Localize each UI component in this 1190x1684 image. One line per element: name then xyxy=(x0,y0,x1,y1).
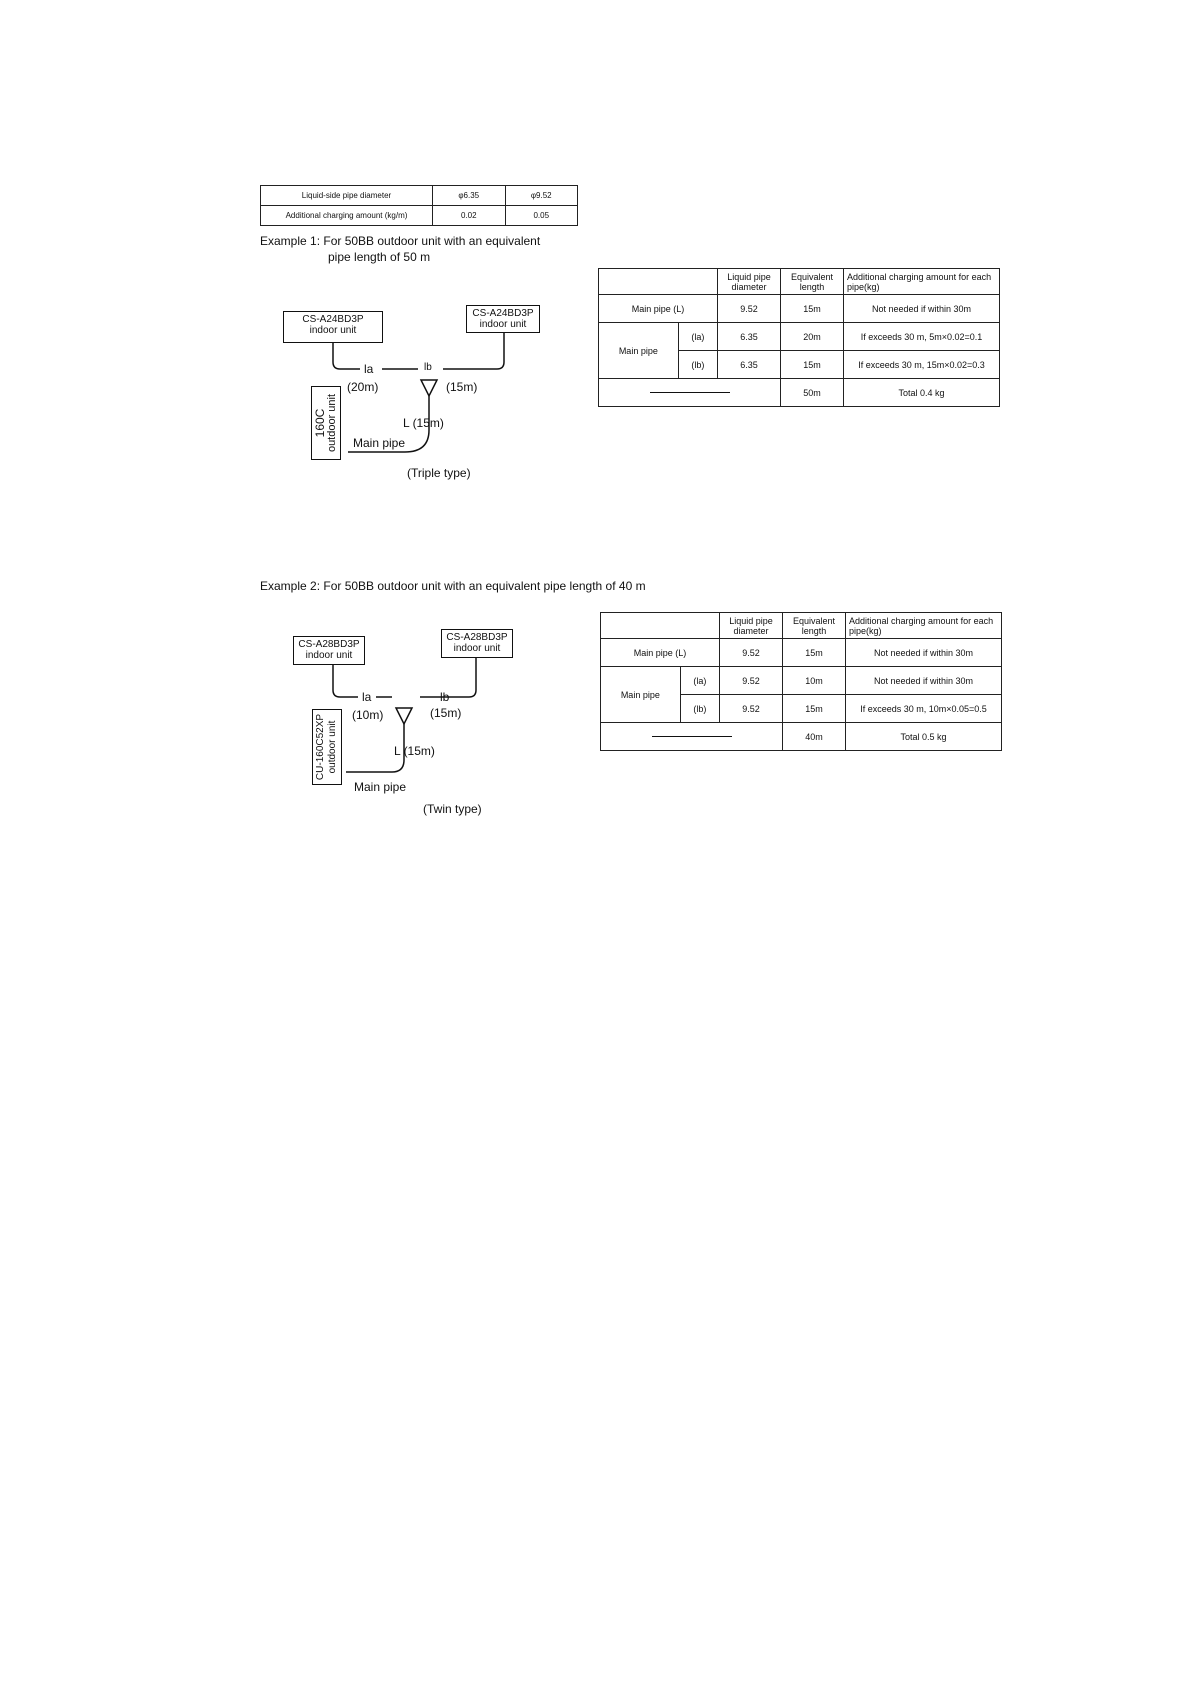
table-cell: 6.35 xyxy=(718,351,781,379)
unit-model: CS-A24BD3P xyxy=(302,314,364,325)
table-cell: Total 0.5 kg xyxy=(846,723,1002,751)
table-row xyxy=(601,639,1002,667)
table-row xyxy=(601,613,1002,639)
dash-line xyxy=(652,736,732,737)
example1-title: Example 1: For 50BB outdoor unit with an equivalent xyxy=(260,234,541,248)
main-pipe-label: Main pipe xyxy=(353,436,406,450)
table-cell: Main pipe (L) xyxy=(599,295,718,323)
table-row xyxy=(601,667,1002,695)
example2-indoor-unit-b xyxy=(441,629,513,658)
table-cell: 6.35 xyxy=(718,323,781,351)
la-label: la xyxy=(362,690,372,704)
unit-model: CS-A24BD3P xyxy=(472,308,534,319)
table-cell: (lb) xyxy=(678,351,717,379)
table-cell: 10m xyxy=(783,667,846,695)
main-pipe-label: Main pipe xyxy=(354,780,407,794)
table-header: Equivalent length xyxy=(783,613,846,639)
table-cell: Additional charging amount (kg/m) xyxy=(261,206,433,226)
table-cell: 40m xyxy=(783,723,846,751)
diagram-type-label: (Triple type) xyxy=(407,466,471,480)
la-length: (20m) xyxy=(347,380,379,394)
table-cell: Main pipe xyxy=(601,667,681,723)
table-cell: 20m xyxy=(781,323,844,351)
unit-model: CS-A28BD3P xyxy=(298,639,360,650)
table-cell xyxy=(601,723,783,751)
table-cell: (la) xyxy=(678,323,717,351)
table-cell: (la) xyxy=(680,667,719,695)
table-cell: Not needed if within 30m xyxy=(846,639,1002,667)
example2-outdoor-unit xyxy=(312,709,342,785)
table-cell: If exceeds 30 m, 5m×0.02=0.1 xyxy=(844,323,1000,351)
table-cell: If exceeds 30 m, 15m×0.02=0.3 xyxy=(844,351,1000,379)
table-header: Liquid pipe diameter xyxy=(720,613,783,639)
table-cell: 15m xyxy=(781,351,844,379)
table-cell: φ9.52 xyxy=(505,186,578,206)
table-cell: 0.05 xyxy=(505,206,578,226)
table-cell: 9.52 xyxy=(720,639,783,667)
table-cell: Not needed if within 30m xyxy=(844,295,1000,323)
table-header: Liquid pipe diameter xyxy=(718,269,781,295)
table-cell: Main pipe (L) xyxy=(601,639,720,667)
table-row xyxy=(601,723,1002,751)
table-cell: 15m xyxy=(783,639,846,667)
example2-title: Example 2: For 50BB outdoor unit with an equivalent pipe length of 40 m xyxy=(260,579,646,593)
lb-length: (15m) xyxy=(430,706,462,720)
unit-label: outdoor unit xyxy=(326,393,338,453)
main-pipe-length: L (15m) xyxy=(394,744,435,758)
table-cell: Not needed if within 30m xyxy=(846,667,1002,695)
table-cell xyxy=(601,613,720,639)
table-cell: 50m xyxy=(781,379,844,407)
table-header: Additional charging amount for each pipe(kg) xyxy=(846,613,1002,639)
unit-label: outdoor unit xyxy=(327,720,338,774)
table-cell: Total 0.4 kg xyxy=(844,379,1000,407)
unit-model: CU-160C52XP xyxy=(315,713,326,781)
table-cell: Main pipe xyxy=(599,323,679,379)
example1-title-line2: pipe length of 50 m xyxy=(328,250,431,264)
lb-label: lb xyxy=(424,362,432,373)
table-header: Equivalent length xyxy=(781,269,844,295)
la-length: (10m) xyxy=(352,708,384,722)
table-cell: φ6.35 xyxy=(433,186,506,206)
diagram-type-label: (Twin type) xyxy=(423,802,482,816)
unit-model: CS-A28BD3P xyxy=(446,632,508,643)
unit-label: indoor unit xyxy=(453,643,501,654)
table-cell: 15m xyxy=(781,295,844,323)
unit-model: 160C xyxy=(313,408,327,438)
table-header: Additional charging amount for each pipe(kg) xyxy=(844,269,1000,295)
unit-label: indoor unit xyxy=(479,319,527,330)
table-cell: 0.02 xyxy=(433,206,506,226)
example2-indoor-unit-a xyxy=(293,636,365,665)
lb-length: (15m) xyxy=(446,380,478,394)
table-cell: 9.52 xyxy=(720,667,783,695)
la-label: la xyxy=(364,362,374,376)
lb-label: lb xyxy=(440,690,450,704)
example2-table xyxy=(600,612,1002,751)
table-cell: Liquid-side pipe diameter xyxy=(261,186,433,206)
table-cell: If exceeds 30 m, 10m×0.05=0.5 xyxy=(846,695,1002,723)
table-cell: 15m xyxy=(783,695,846,723)
table-cell: 9.52 xyxy=(720,695,783,723)
unit-label: indoor unit xyxy=(305,650,353,661)
main-pipe-length: L (15m) xyxy=(403,416,444,430)
unit-label: indoor unit xyxy=(309,325,357,336)
table-cell: 9.52 xyxy=(718,295,781,323)
table-cell: (lb) xyxy=(680,695,719,723)
